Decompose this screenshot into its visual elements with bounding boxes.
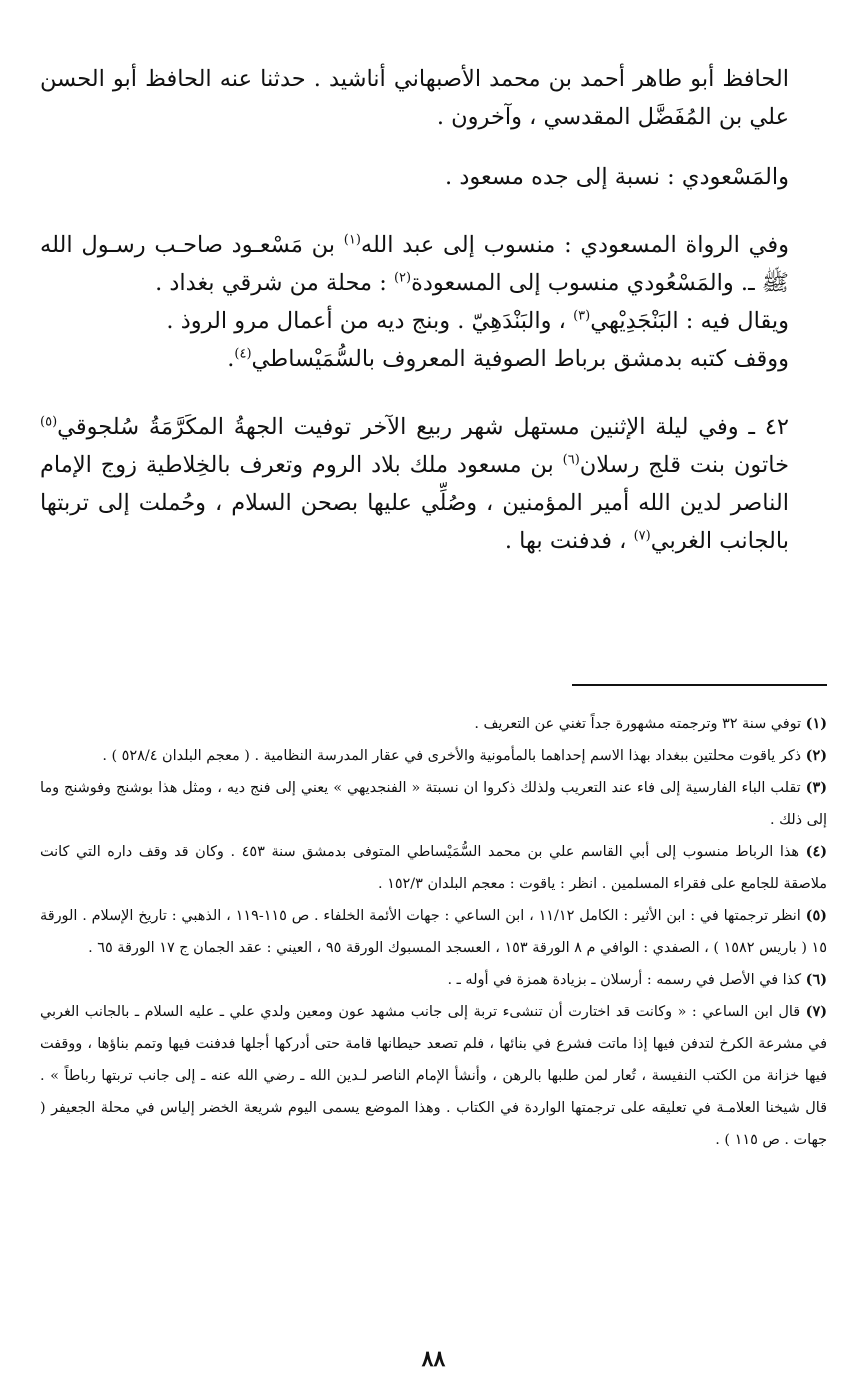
footnote-text: انظر ترجمتها في : ابن الأثير : الكامل ١١/١٢ ، ابن الساعي : جهات الأئمة الخلفاء . ص ١١٥-١١٩ ، الذهبي : تاريخ الإسلام . الورقة ١٥ ( باريس ١٥٨٢ ) ، الصفدي : الوافي م ٨ الورقة ١٥٣ ، العسجد المسبوك الورقة ٩٥ ، العيني : عقد الجمان ج ١٧ الورقة ٦٥ . [40,908,827,956]
text-segment: بن مَسْعـود صاحـب رسـول الله ﷺ ـ. والمَسْعُودي منسوب إلى المسعودة [40,232,789,296]
footnote-3 [40,772,827,836]
footnote-ref-1: (١) [343,232,361,248]
footnote-7 [40,996,827,1156]
footnote-number: (٧) [805,1003,827,1020]
footnote-number: (٦) [805,971,827,988]
text-segment: : محلة من شرقي بغداد . [155,270,394,296]
footnote-ref-4: (٤) [234,346,252,362]
text-segment: ٤٢ ـ وفي ليلة الإثنين مستهل شهر ربيع الآخر توفيت الجهةُ المكَرَّمَةُ سُلجوقي [57,414,789,440]
text-segment: ويقال فيه : البَنْجَدِيْهي [590,308,789,334]
footnote-text: تقلب الباء الفارسية إلى فاء عند التعريب ولذلك ذكروا ان نسبتة « الفنجديهي » يعني إلى فنج ديه ، ومثل هذا بوشنج وفوشنج وما إلى ذلك . [40,780,827,828]
footnotes [40,708,827,1156]
footnote-6 [40,964,827,996]
footnote-text: هذا الرباط منسوب إلى أبي القاسم علي بن محمد السُّمَيْساطي المتوفى بدمشق سنة ٤٥٣ . وكان قد وقف داره التي كانت ملاصقة للجامع على فقراء المسلمين . انظر : ياقوت : معجم البلدان ١٥٢/٣ . [40,844,827,892]
footnote-4 [40,836,827,900]
footnote-number: (٣) [805,779,827,796]
footnote-text: توفي سنة ٣٢ وترجمته مشهورة جداً تغني عن التعريف . [474,716,802,732]
footnote-text: كذا في الأصل في رسمه : أرسلان ـ بزيادة همزة في أوله ـ . [447,972,802,988]
footnote-text: ذكر ياقوت محلتين ببغداد بهذا الاسم إحداهما بالمأمونية والأخرى في عقار المدرسة النظامية . ( معجم البلدان ٥٢٨/٤ ) . [102,748,802,764]
text-segment: ووقف كتبه بدمشق برباط الصوفية المعروف بالسُّمَيْساطي [251,346,789,372]
paragraph-narrators [40,226,789,302]
footnote-ref-3: (٣) [573,308,591,324]
paragraph-waqf [40,340,789,378]
footnote-separator [572,684,827,686]
main-text [40,60,789,560]
text-segment: خاتون بنت قلج رسلان [579,452,789,478]
paragraph-nisba: والمَسْعودي : نسبة إلى جده مسعود . [445,164,789,190]
footnote-text: قال ابن الساعي : « وكانت قد اختارت أن تنشىء تربة إلى جانب مشهد عون ومعين ولدي علي ـ عليه السلام ـ بالجانب الغربي في مشرعة الكرخ لتدفن فيها إذا ماتت فشرع في بنائها ، فلم تصعد حيطانها قامة حتى أدركها أجلها فدفنت فيها وتمم بناؤها ، ووقفت فيها خزانة من الكتب النفيسة ، تُعار لمن طلبها بالرهن ، وأنشأ الإمام الناصر لـدين الله ـ رضي الله عنه ـ إلى جانب تربتها رباطاً » . قال شيخنا العلامـة في تعليقه على ترجمتها الواردة في الكتاب . وهذا الموضع يسمى اليوم شريعة الخضر إلياس في محلة الجعيفر ( جهات . ص ١١٥ ) . [40,1004,827,1148]
footnote-number: (٢) [805,747,827,764]
page-number: ٨٨ [421,1346,446,1372]
text-segment: ، فدفنت بها . [504,528,634,554]
text-segment: . [227,346,235,372]
footnote-ref-6: (٦) [562,452,580,468]
footnote-ref-2: (٢) [393,270,412,286]
footnote-ref-5: (٥) [40,414,58,430]
text-segment: ، والبَنْدَهِيّ . وبنج ديه من أعمال مرو الروذ . [166,308,574,334]
footnote-number: (١) [805,715,827,732]
footnote-2 [40,740,827,772]
footnote-number: (٥) [805,907,827,924]
paragraph-isnad: الحافظ أبو طاهر أحمد بن محمد الأصبهاني أناشيد . حدثنا عنه الحافظ أبو الحسن علي بن المُفَضَّل المقدسي ، وآخرون . [40,66,789,130]
footnote-number: (٤) [805,843,827,860]
paragraph-entry-42 [40,408,789,560]
footnote-ref-7: (٧) [633,528,651,544]
paragraph-bunjdeh [40,302,789,340]
footnote-5 [40,900,827,964]
text-segment: وفي الرواة المسعودي : منسوب إلى عبد الله [360,232,789,258]
footnote-1 [40,708,827,740]
text-segment: بن مسعود ملك بلاد الروم وتعرف بالخِلاطية زوج الإمام الناصر لدين الله أمير المؤمنين ، وصُلِّي عليها بصحن السلام ، وحُملت إلى تربتها بالجانب الغربي [40,452,789,554]
